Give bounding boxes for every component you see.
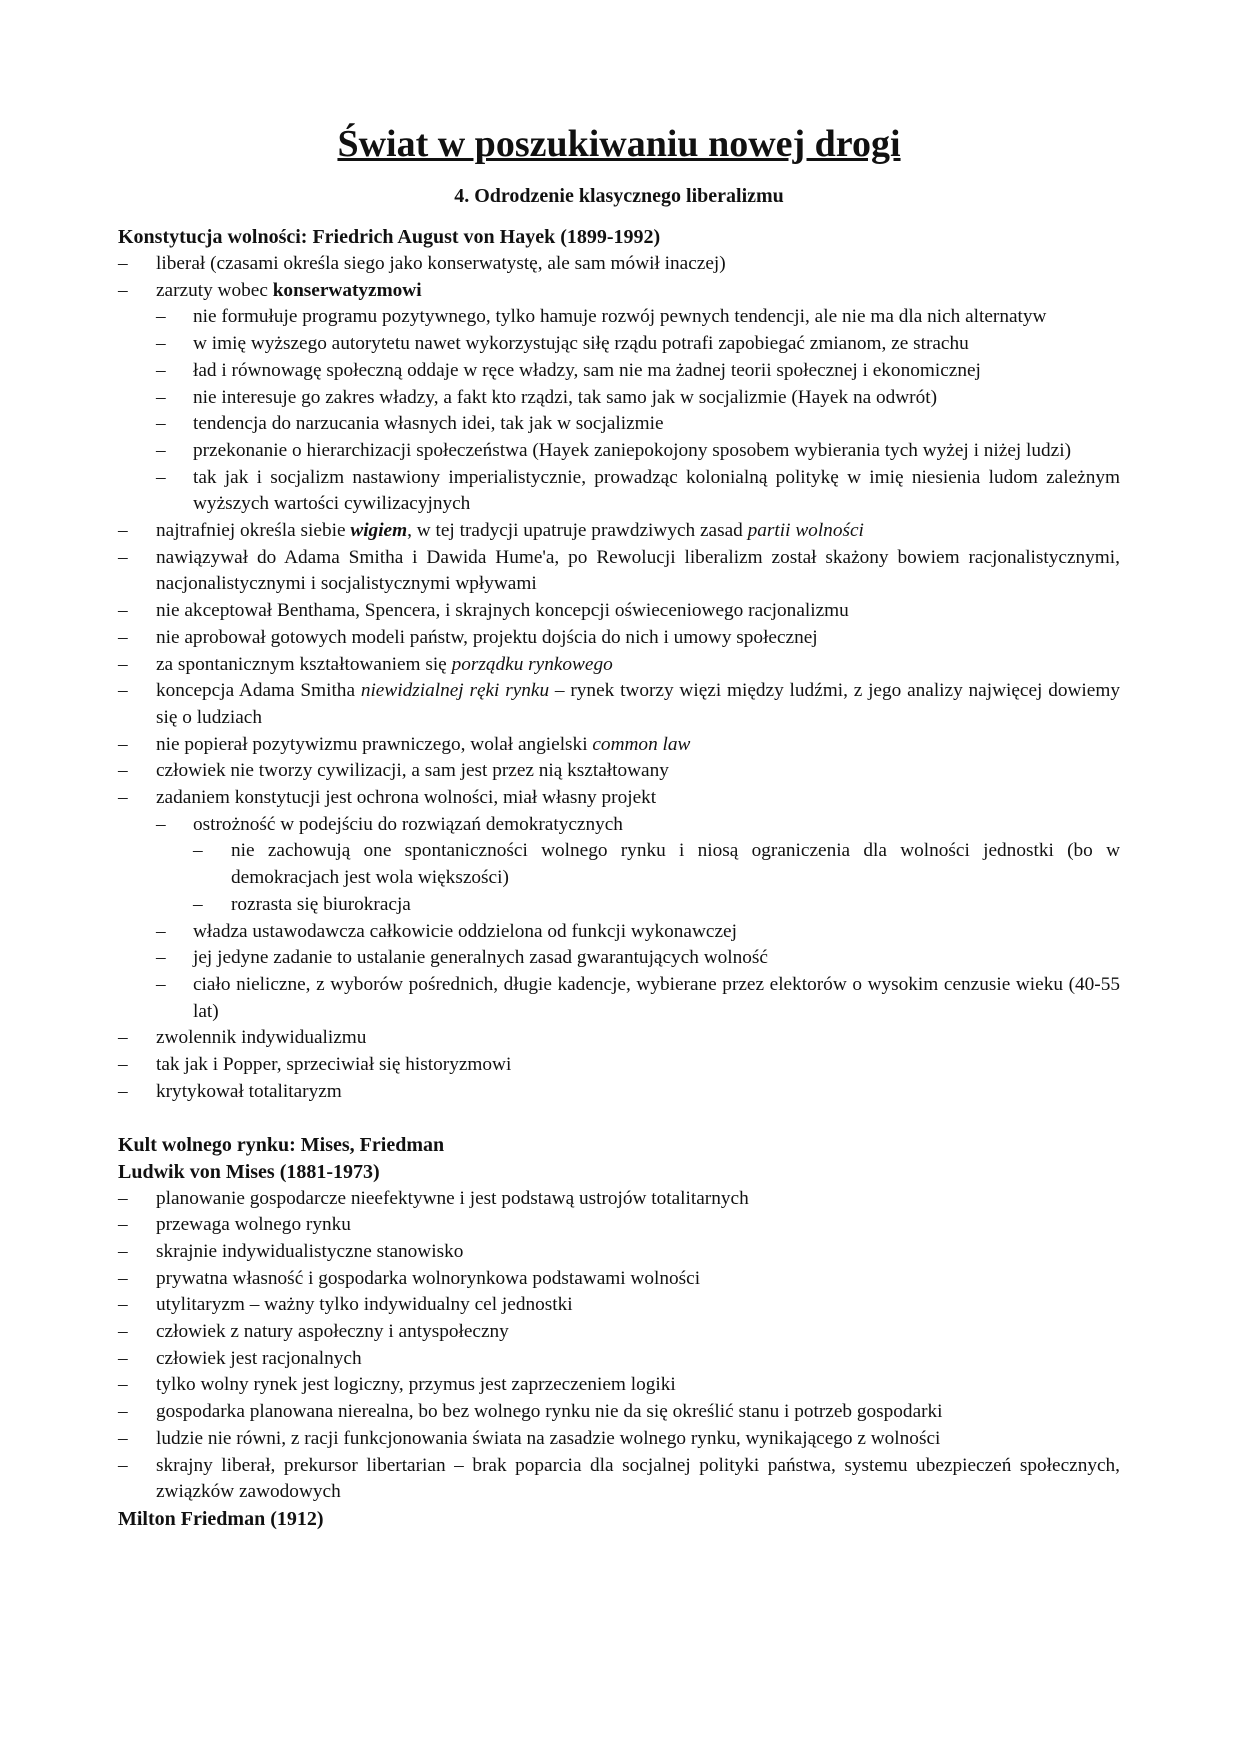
text-run: liberał (czasami określa siego jako konserwatystę, ale sam mówił inaczej) <box>156 253 726 274</box>
list-item <box>118 1426 1120 1453</box>
text-run: człowiek jest racjonalnych <box>156 1347 362 1369</box>
text-run: planowanie gospodarcze nieefektywne i jest podstawą ustrojów totalitarnych <box>156 1187 749 1209</box>
list-item-text <box>156 678 1120 731</box>
list-item <box>118 438 1120 465</box>
list-item <box>118 1453 1120 1506</box>
text-run: nie formułuje programu pozytywnego, tylko hamuje rozwój pewnych tendencji, ale nie ma dla nich alternatyw <box>193 306 1047 328</box>
chapter-subtitle: 4. Odrodzenie klasycznego liberalizmu <box>454 185 784 207</box>
text-run: rozrasta się biurokracja <box>231 893 411 915</box>
text-run: tak jak i socjalizm nastawiony imperialistycznie, prowadząc kolonialną politykę w imię niesienia ludom zależnym wyższych wartości cywilizacyjnych <box>193 466 1120 515</box>
list-item-text <box>156 1212 1120 1239</box>
list-item <box>118 1319 1120 1346</box>
list-item-text <box>193 331 1120 358</box>
text-run: skrajnie indywidualistyczne stanowisko <box>156 1240 464 1262</box>
text-run: wigiem <box>350 520 408 542</box>
text-run: ciało nieliczne, z wyborów pośrednich, długie kadencje, wybierane przez elektorów o wysokim cenzusie wieku (40-55 lat) <box>193 973 1120 1022</box>
list-item <box>118 919 1120 946</box>
list-item <box>118 278 1120 305</box>
list-item-text <box>156 1372 1120 1399</box>
list-item-text <box>156 545 1120 598</box>
list-item <box>118 678 1120 731</box>
list-item-text <box>156 1319 1120 1346</box>
text-run: , w tej tradycji upatruje prawdziwych zasad <box>407 520 748 542</box>
list-item <box>118 1372 1120 1399</box>
list-item <box>118 1292 1120 1319</box>
list-item-text <box>193 304 1120 331</box>
list-item-text <box>156 278 1120 305</box>
list-item <box>118 652 1120 679</box>
list-item-text <box>156 1079 1120 1106</box>
list-item <box>118 945 1120 972</box>
list-item-text <box>193 411 1120 438</box>
text-run: nie akceptował Benthama, Spencera, i skrajnych koncepcji oświeceniowego racjonalizmu <box>156 600 849 622</box>
list-item-text <box>156 652 1120 679</box>
list-item <box>118 1212 1120 1239</box>
text-run: zwolennik indywidualizmu <box>156 1027 367 1049</box>
list-item-text <box>231 892 1120 919</box>
text-run: konserwatyzmowi <box>272 279 422 301</box>
list-item <box>118 785 1120 812</box>
text-run: nawiązywał do Adama Smitha i Dawida Hume'a, po Rewolucji liberalizm został skażony bowiem racjonalistycznymi, nacjonalistycznymi i socjalistycznymi wpływami <box>156 546 1120 595</box>
subheading-mises: Ludwik von Mises (1881-1973) <box>118 1160 380 1183</box>
list-item <box>118 1186 1120 1213</box>
list-item-text <box>156 598 1120 625</box>
list-item-text <box>193 919 1120 946</box>
list-item-text <box>156 251 1120 278</box>
list-item <box>118 1346 1120 1373</box>
text-run: gospodarka planowana nierealna, bo bez wolnego rynku nie da się określić stanu i potrzeb gospodarki <box>156 1401 943 1423</box>
text-run: władza ustawodawcza całkowicie oddzielona od funkcji wykonawczej <box>193 920 737 942</box>
list-item-text <box>156 1426 1120 1453</box>
list-item-text <box>193 438 1120 465</box>
list-item-text <box>156 1292 1120 1319</box>
list-item <box>118 972 1120 1025</box>
text-run: człowiek z natury aspołeczny i antyspołeczny <box>156 1321 509 1343</box>
text-run: porządku rynkowego <box>451 653 613 675</box>
text-run: koncepcja Adama Smitha <box>156 680 361 702</box>
list-item-text <box>156 732 1120 759</box>
list-item-text <box>156 1186 1120 1213</box>
section-heading-free-market: Kult wolnego rynku: Mises, Friedman <box>118 1133 445 1156</box>
text-run: jej jedyne zadanie to ustalanie generalnych zasad gwarantujących wolność <box>193 947 768 969</box>
text-run: nie zachowują one spontaniczności wolnego rynku i niosą ograniczenia dla wolności jednostki (bo w demokracjach jest wola większości) <box>231 840 1120 889</box>
text-run: zarzuty wobec <box>156 279 273 301</box>
text-run: tylko wolny rynek jest logiczny, przymus jest zaprzeczeniem logiki <box>156 1374 676 1396</box>
text-run: za spontanicznym kształtowaniem się <box>156 653 452 675</box>
text-run: ostrożność w podejściu do rozwiązań demokratycznych <box>193 813 623 835</box>
list-item <box>118 812 1120 839</box>
list-item <box>118 518 1120 545</box>
list-item <box>118 1266 1120 1293</box>
list-item-text <box>156 1266 1120 1293</box>
list-item-text <box>193 945 1120 972</box>
hayek-bullet-list <box>118 251 1120 1106</box>
list-item <box>118 251 1120 278</box>
text-run: utylitaryzm – ważny tylko indywidualny cel jednostki <box>156 1294 573 1316</box>
list-item <box>118 598 1120 625</box>
list-item <box>118 1079 1120 1106</box>
list-item-text <box>156 758 1120 785</box>
list-item-text <box>193 812 1120 839</box>
list-item-text <box>156 1025 1120 1052</box>
list-item <box>118 1025 1120 1052</box>
list-item <box>118 304 1120 331</box>
list-item <box>118 1399 1120 1426</box>
list-item <box>118 625 1120 652</box>
mises-bullet-list <box>118 1186 1120 1506</box>
list-item <box>118 892 1120 919</box>
text-run: zadaniem konstytucji jest ochrona wolności, miał własny projekt <box>156 787 657 809</box>
text-run: w imię wyższego autorytetu nawet wykorzystując siłę rządu potrafi zapobiegać zmianom, ze strachu <box>193 333 969 355</box>
text-run: – rynek tworzy więzi między ludźmi, z jego analizy najwięcej dowiemy się o ludziach <box>156 680 1120 728</box>
list-item <box>118 545 1120 598</box>
text-run: krytykował totalitaryzm <box>156 1080 342 1102</box>
list-item <box>118 385 1120 412</box>
list-item <box>118 331 1120 358</box>
list-item <box>118 838 1120 891</box>
text-run: partii wolności <box>747 520 864 542</box>
text-run: niewidzialnej ręki rynku <box>360 680 550 702</box>
document-title: Świat w poszukiwaniu nowej drogi <box>337 123 901 165</box>
list-item-text <box>156 1052 1120 1079</box>
subheading-friedman: Milton Friedman (1912) <box>118 1507 324 1530</box>
text-run: nie popierał pozytywizmu prawniczego, wolał angielski <box>156 733 593 755</box>
text-run: przekonanie o hierarchizacji społeczeństwa (Hayek zaniepokojony sposobem wybierania tych wyżej i niżej ludzi) <box>193 439 1072 461</box>
list-item <box>118 732 1120 759</box>
list-item-text <box>156 1239 1120 1266</box>
text-run: common law <box>592 733 691 755</box>
text-run: tendencja do narzucania własnych idei, tak jak w socjalizmie <box>193 413 664 435</box>
list-item-text <box>156 625 1120 652</box>
list-item <box>118 1239 1120 1266</box>
list-item <box>118 358 1120 385</box>
list-item-text <box>156 518 1120 545</box>
text-run: ludzie nie równi, z racji funkcjonowania świata na zasadzie wolnego rynku, wynikającego z wolności <box>156 1427 941 1449</box>
list-item-text <box>156 1453 1120 1506</box>
text-run: prywatna własność i gospodarka wolnorynkowa podstawami wolności <box>156 1267 701 1289</box>
list-item-text <box>193 358 1120 385</box>
list-item-text <box>156 1399 1120 1426</box>
list-item <box>118 411 1120 438</box>
list-item <box>118 1052 1120 1079</box>
text-run: człowiek nie tworzy cywilizacji, a sam jest przez nią kształtowany <box>156 760 669 782</box>
list-item <box>118 758 1120 785</box>
text-run: nie aprobował gotowych modeli państw, projektu dojścia do nich i umowy społecznej <box>156 626 818 648</box>
text-run: skrajny liberał, prekursor libertarian – brak poparcia dla socjalnej polityki państwa, systemu ubezpieczeń społecznych, związków zawodowych <box>156 1454 1120 1503</box>
text-run: przewaga wolnego rynku <box>156 1214 351 1236</box>
list-item-text <box>193 385 1120 412</box>
list-item-text <box>156 785 1120 812</box>
list-item-text <box>193 972 1120 1025</box>
list-item-text <box>231 838 1120 891</box>
list-item-text <box>193 465 1120 518</box>
list-item <box>118 465 1120 518</box>
text-run: tak jak i Popper, sprzeciwiał się historyzmowi <box>156 1054 512 1076</box>
text-run: ład i równowagę społeczną oddaje w ręce władzy, sam nie ma żadnej teorii społecznej i ekonomicznej <box>193 359 981 381</box>
section-heading-hayek: Konstytucja wolności: Friedrich August von Hayek (1899-1992) <box>118 226 661 248</box>
text-run: nie interesuje go zakres władzy, a fakt kto rządzi, tak samo jak w socjalizmie (Hayek na odwrót) <box>193 386 938 408</box>
text-run: najtrafniej określa siebie <box>156 520 351 542</box>
list-item-text <box>156 1346 1120 1373</box>
